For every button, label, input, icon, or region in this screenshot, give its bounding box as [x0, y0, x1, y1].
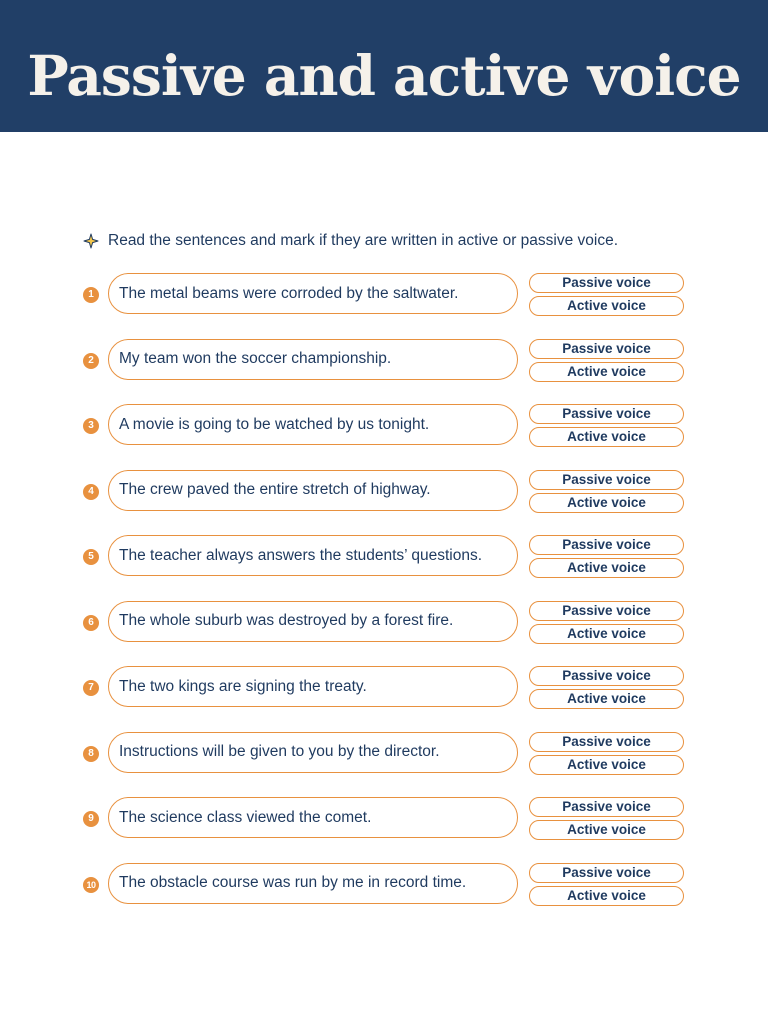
header-banner [0, 0, 768, 132]
active-voice-option[interactable]: Active voice [529, 820, 684, 840]
sentence: The whole suburb was destroyed by a forest fire. [108, 601, 518, 642]
active-voice-option[interactable]: Active voice [529, 493, 684, 513]
sentence: The crew paved the entire stretch of highway. [108, 470, 518, 511]
passive-voice-option[interactable]: Passive voice [529, 470, 684, 490]
active-voice-option[interactable]: Active voice [529, 624, 684, 644]
exercise-item [83, 273, 693, 317]
exercise-item [83, 535, 693, 579]
sparkle-icon [83, 233, 99, 249]
sentence: The science class viewed the comet. [108, 797, 518, 838]
sentence: A movie is going to be watched by us tonight. [108, 404, 518, 445]
item-number: 3 [83, 418, 99, 434]
passive-voice-option[interactable]: Passive voice [529, 404, 684, 424]
sentence: The teacher always answers the students’ questions. [108, 535, 518, 576]
exercise-item [83, 863, 693, 907]
page-title: Passive and active voice [27, 43, 741, 108]
item-number: 1 [83, 287, 99, 303]
active-voice-option[interactable]: Active voice [529, 558, 684, 578]
sentence: The obstacle course was run by me in record time. [108, 863, 518, 904]
passive-voice-option[interactable]: Passive voice [529, 535, 684, 555]
passive-voice-option[interactable]: Passive voice [529, 732, 684, 752]
passive-voice-option[interactable]: Passive voice [529, 863, 684, 883]
item-number: 7 [83, 680, 99, 696]
exercise-item [83, 797, 693, 841]
item-number: 6 [83, 615, 99, 631]
exercise-item [83, 601, 693, 645]
instructions [83, 229, 618, 253]
sentence: My team won the soccer championship. [108, 339, 518, 380]
item-number: 10 [83, 877, 99, 893]
passive-voice-option[interactable]: Passive voice [529, 666, 684, 686]
passive-voice-option[interactable]: Passive voice [529, 797, 684, 817]
sentence: The two kings are signing the treaty. [108, 666, 518, 707]
passive-voice-option[interactable]: Passive voice [529, 273, 684, 293]
sentence: Instructions will be given to you by the director. [108, 732, 518, 773]
sentence: The metal beams were corroded by the saltwater. [108, 273, 518, 314]
item-number: 8 [83, 746, 99, 762]
active-voice-option[interactable]: Active voice [529, 886, 684, 906]
passive-voice-option[interactable]: Passive voice [529, 601, 684, 621]
exercise-item [83, 339, 693, 383]
active-voice-option[interactable]: Active voice [529, 755, 684, 775]
passive-voice-option[interactable]: Passive voice [529, 339, 684, 359]
exercise-item [83, 666, 693, 710]
exercise-item [83, 404, 693, 448]
active-voice-option[interactable]: Active voice [529, 296, 684, 316]
active-voice-option[interactable]: Active voice [529, 689, 684, 709]
exercise-item [83, 470, 693, 514]
item-number: 2 [83, 353, 99, 369]
exercise-item [83, 732, 693, 776]
item-number: 4 [83, 484, 99, 500]
item-number: 5 [83, 549, 99, 565]
item-number: 9 [83, 811, 99, 827]
instruction-text: Read the sentences and mark if they are written in active or passive voice. [108, 232, 619, 249]
active-voice-option[interactable]: Active voice [529, 427, 684, 447]
active-voice-option[interactable]: Active voice [529, 362, 684, 382]
